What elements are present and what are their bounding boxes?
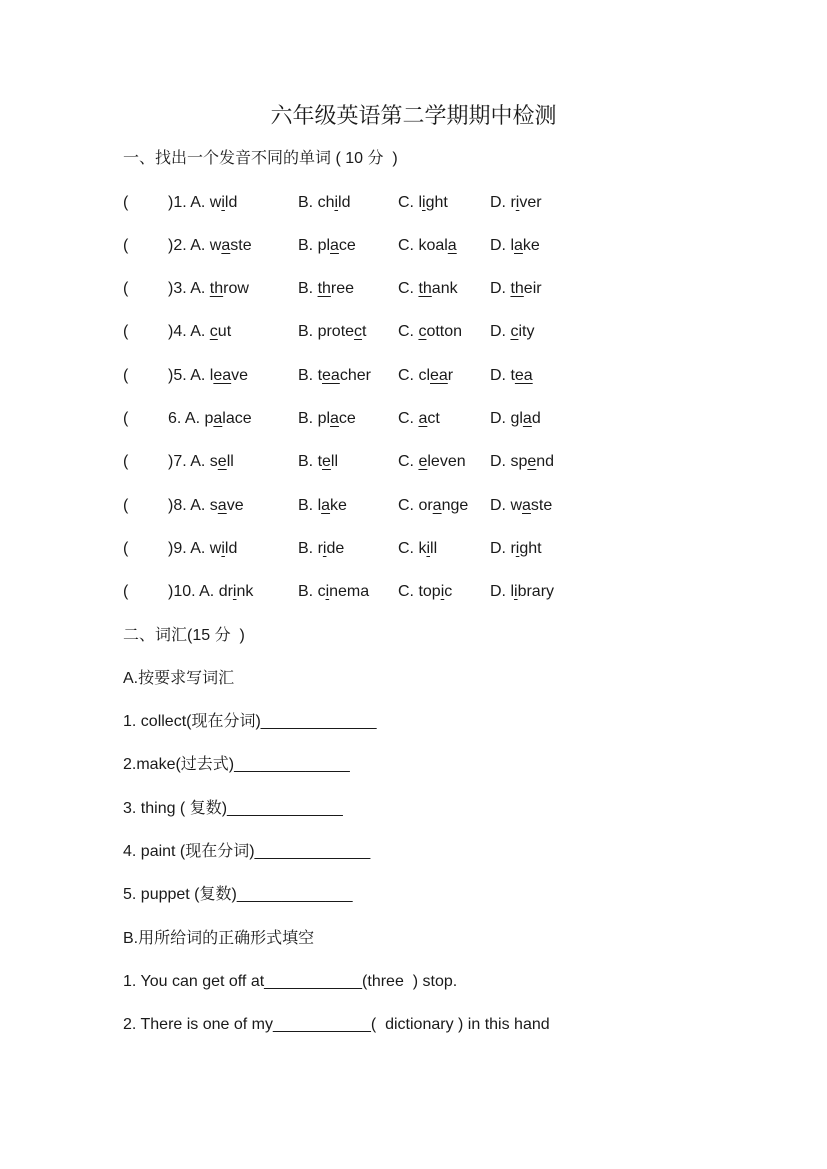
option-d: D. tea xyxy=(490,366,533,384)
question-row-2 xyxy=(123,224,787,267)
vocabA-item-list xyxy=(123,700,787,916)
question-row-9 xyxy=(123,527,787,570)
answer-paren: ( xyxy=(123,583,129,601)
answer-paren: ( xyxy=(123,410,129,428)
option-b: B. teacher xyxy=(298,366,371,384)
answer-paren: ( xyxy=(123,539,129,557)
option-c: C. kill xyxy=(398,539,438,557)
phonic-underline: c xyxy=(354,323,363,341)
question-number-and-option-a: 6. A. palace xyxy=(168,410,252,428)
option-b: B. child xyxy=(298,193,351,211)
phonic-underline: th xyxy=(510,280,524,298)
phonic-underline: a xyxy=(522,410,532,428)
phonic-underline: i xyxy=(221,539,225,557)
phonic-underline: c xyxy=(510,323,519,341)
section2-partB-heading: B.用所给词的正确形式填空 xyxy=(123,929,315,947)
question-number-and-option-a: )10. A. drink xyxy=(168,583,254,601)
section2-partA-heading: A.按要求写词汇 xyxy=(123,669,235,687)
answer-paren: ( xyxy=(123,193,129,211)
option-d: D. right xyxy=(490,539,542,557)
vocabA-item-5: 5. puppet (复数)_____________ xyxy=(123,886,353,904)
phonic-underline: e xyxy=(217,453,227,471)
phonic-underline: e xyxy=(418,453,428,471)
question-row-6 xyxy=(123,397,787,440)
phonic-underline: a xyxy=(221,236,231,254)
question-row-1 xyxy=(123,181,787,224)
phonic-underline: th xyxy=(209,280,224,298)
option-b: B. lake xyxy=(298,496,347,514)
section1-heading: 一、找出一个发音不同的单词 ( 10 分 ) xyxy=(123,150,398,168)
option-b: B. protect xyxy=(298,323,367,341)
option-b: B. place xyxy=(298,236,356,254)
option-b: B. place xyxy=(298,410,356,428)
phonic-underline: a xyxy=(330,410,339,428)
option-c: C. cotton xyxy=(398,323,463,341)
vocabA-item-2: 2.make(过去式)_____________ xyxy=(123,756,350,774)
phonic-underline: i xyxy=(325,583,330,601)
answer-paren: ( xyxy=(123,453,129,471)
phonic-underline: a xyxy=(321,496,331,514)
answer-paren: ( xyxy=(123,366,129,384)
phonic-underline: i xyxy=(232,583,237,601)
question-number-and-option-a: )3. A. throw xyxy=(168,280,249,298)
question-row-3 xyxy=(123,267,787,310)
phonic-underline: a xyxy=(418,410,428,428)
option-d: D. spend xyxy=(490,453,555,471)
option-c: C. thank xyxy=(398,280,458,298)
vocabB-item-1: 1. You can get off at___________(three ) stop. xyxy=(123,972,458,990)
phonic-underline: i xyxy=(334,193,339,211)
answer-paren: ( xyxy=(123,236,129,254)
phonic-underline: i xyxy=(514,583,518,601)
phonic-underline: a xyxy=(432,496,442,514)
phonic-underline: a xyxy=(447,236,457,254)
question-number-and-option-a: )7. A. sell xyxy=(168,453,234,471)
phonic-underline: i xyxy=(322,539,327,557)
question-number-and-option-a: )5. A. leave xyxy=(168,366,249,384)
vocabB-item-list xyxy=(123,960,787,1047)
phonic-underline: a xyxy=(330,236,339,254)
section2-heading: 二、词汇(15 分 ) xyxy=(123,626,245,644)
phonics-question-list xyxy=(123,181,787,614)
phonic-underline: ea xyxy=(514,366,533,384)
option-b: B. three xyxy=(298,280,355,298)
option-d: D. city xyxy=(490,323,535,341)
question-row-4 xyxy=(123,310,787,353)
phonic-underline: ea xyxy=(213,366,232,384)
phonic-underline: i xyxy=(515,539,520,557)
option-d: D. waste xyxy=(490,496,553,514)
phonic-underline: c xyxy=(209,323,218,341)
phonic-underline: i xyxy=(515,193,520,211)
option-b: B. ride xyxy=(298,539,345,557)
option-b: B. tell xyxy=(298,453,339,471)
question-number-and-option-a: )1. A. wild xyxy=(168,193,238,211)
phonic-underline: ea xyxy=(322,366,340,384)
phonic-underline: th xyxy=(317,280,331,298)
phonic-underline: th xyxy=(418,280,432,298)
phonic-underline: a xyxy=(217,496,227,514)
vocabA-item-3: 3. thing ( 复数)_____________ xyxy=(123,799,343,817)
option-d: D. library xyxy=(490,583,555,601)
option-d: D. river xyxy=(490,193,542,211)
question-number-and-option-a: )2. A. waste xyxy=(168,236,252,254)
vocabB-item-2: 2. There is one of my___________( dictionary ) in this hand xyxy=(123,1016,550,1034)
option-c: C. eleven xyxy=(398,453,466,471)
phonic-underline: a xyxy=(213,410,223,428)
option-c: C. topic xyxy=(398,583,453,601)
phonic-underline: i xyxy=(440,583,445,601)
answer-paren: ( xyxy=(123,323,129,341)
page-title: 六年级英语第二学期期中检测 xyxy=(270,103,557,128)
option-d: D. lake xyxy=(490,236,540,254)
phonic-underline: i xyxy=(426,539,431,557)
question-row-7 xyxy=(123,440,787,483)
answer-paren: ( xyxy=(123,280,129,298)
question-row-8 xyxy=(123,484,787,527)
option-d: D. their xyxy=(490,280,542,298)
option-c: C. orange xyxy=(398,496,469,514)
question-number-and-option-a: )4. A. cut xyxy=(168,323,232,341)
option-d: D. glad xyxy=(490,410,541,428)
phonic-underline: i xyxy=(422,193,426,211)
answer-paren: ( xyxy=(123,496,129,514)
vocabA-item-1: 1. collect(现在分词)_____________ xyxy=(123,713,377,731)
question-number-and-option-a: )9. A. wild xyxy=(168,539,238,557)
option-c: C. koala xyxy=(398,236,457,254)
phonic-underline: c xyxy=(418,323,427,341)
question-number-and-option-a: )8. A. save xyxy=(168,496,244,514)
option-c: C. act xyxy=(398,410,440,428)
phonic-underline: ea xyxy=(430,366,448,384)
vocabA-item-4: 4. paint (现在分词)_____________ xyxy=(123,843,371,861)
phonic-underline: e xyxy=(527,453,537,471)
option-c: C. clear xyxy=(398,366,454,384)
question-row-10 xyxy=(123,570,787,613)
phonic-underline: a xyxy=(514,236,523,254)
question-row-5 xyxy=(123,354,787,397)
option-c: C. light xyxy=(398,193,448,211)
phonic-underline: i xyxy=(221,193,225,211)
phonic-underline: e xyxy=(322,453,331,471)
option-b: B. cinema xyxy=(298,583,370,601)
phonic-underline: a xyxy=(522,496,531,514)
